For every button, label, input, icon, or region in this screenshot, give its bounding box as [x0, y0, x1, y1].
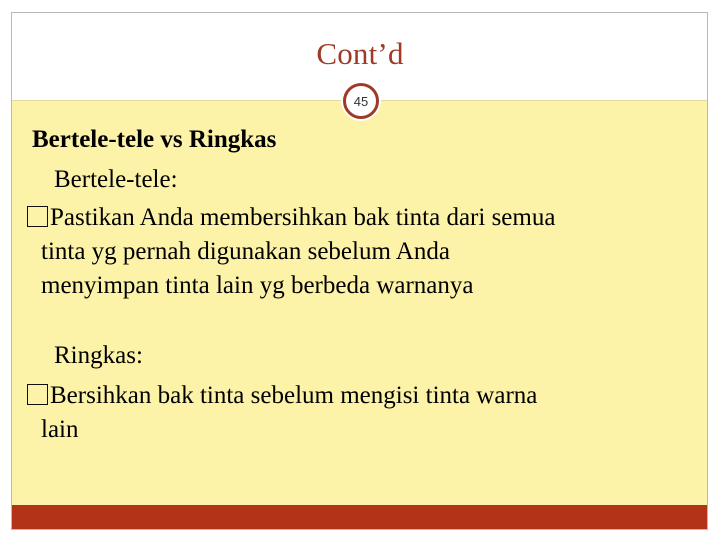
bullet-line — [27, 379, 697, 413]
bullet-item-bertele-tele — [27, 201, 697, 303]
section-label-ringkas: Ringkas: — [54, 342, 143, 369]
square-bullet-icon — [27, 384, 48, 405]
bullet-line: lain — [41, 416, 79, 443]
bullet-line — [27, 201, 697, 235]
bullet-text: Bersihkan bak tinta sebelum mengisi tinta warna — [50, 382, 538, 409]
bullet-line: menyimpan tinta lain yg berbeda warnanya — [41, 272, 474, 299]
section-label-bertele-tele: Bertele-tele: — [54, 166, 178, 193]
page-number-badge: 45 — [343, 83, 379, 119]
square-bullet-icon — [27, 206, 48, 227]
bullet-item-ringkas — [27, 379, 697, 447]
bullet-text: Pastikan Anda membersihkan bak tinta dari semua — [50, 204, 556, 231]
bullet-line: tinta yg pernah digunakan sebelum Anda — [41, 238, 450, 265]
slide-title: Cont’d — [316, 36, 404, 71]
footer-bar — [12, 505, 707, 529]
slide-heading: Bertele-tele vs Ringkas — [32, 126, 277, 153]
